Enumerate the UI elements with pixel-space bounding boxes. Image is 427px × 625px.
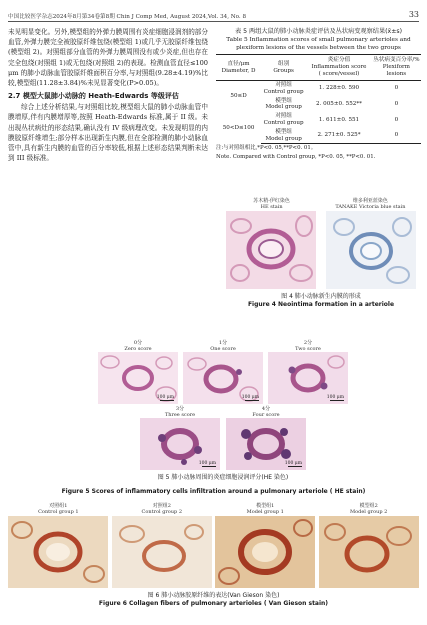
left-text-column xyxy=(8,27,208,163)
group-cell: 模型组 Model group xyxy=(261,128,306,144)
group-cell: 模型组 Model group xyxy=(265,97,302,111)
fig5-panel-0 xyxy=(98,352,178,404)
score-cell: 1. 228±0. 590 xyxy=(318,85,360,92)
figure-5 xyxy=(98,340,348,482)
col-header-group: 组别 Groups xyxy=(261,55,306,81)
fig5-caption-cn: 图 5 肺小动脉周围的炎症细胞浸润评分(HE 染色) xyxy=(157,474,289,481)
col-header-diameter: 直径/μm Diameter, D xyxy=(216,55,261,81)
table-title-en: Table 5 Inflammation scores of small pulmonary arterioles and plexiform lesions of the vessels between the two groups xyxy=(226,37,411,51)
fig4-label-victoria: 维多利亚蓝染色 TANAKE Victoria blue stain xyxy=(335,198,406,210)
fig6-label-model-1: 模型组1 Model group 1 xyxy=(246,503,284,515)
fig6-label-model-2: 模型组2 Model group 2 xyxy=(350,503,388,515)
fig5-label-0: 0分 Zero score xyxy=(124,340,152,352)
score-cell: 2. 005±0. 552** xyxy=(316,100,362,107)
journal-citation: 中国比较医学杂志2024年8月第34卷第8期 Chin J Comp Med, August 2024,Vol. 34, No. 8 xyxy=(8,14,247,20)
fig5-scalebar-0: 100 μm xyxy=(156,394,174,400)
fig5-label-3: 3分 Three score xyxy=(164,406,196,418)
fig5-scalebar-2: 100 μm xyxy=(326,394,344,400)
fig5-panel-3 xyxy=(140,418,220,470)
table-row xyxy=(216,112,421,128)
table-note-cn: 注:与对照组相比,*P<0. 05,**P<0. 01。 xyxy=(216,145,317,152)
fig4-label-he: 苏木精-伊红染色 HE stain xyxy=(253,198,290,210)
group-cell: 对照组 Control group xyxy=(263,113,304,126)
fig5-panel-4 xyxy=(226,418,306,470)
fig6-micrograph-model-1 xyxy=(215,516,315,588)
fig6-micrograph-model-2 xyxy=(319,516,419,588)
section-heading-2-7: 2.7 模型大鼠肺小动脉的 Heath-Edwards 等级评估 xyxy=(8,92,179,101)
group-cell: 对照组 Control group xyxy=(263,82,304,95)
fig6-micrograph-control-1 xyxy=(8,516,108,588)
plexiform-cell: 0 xyxy=(394,85,399,92)
header-rule xyxy=(8,21,419,22)
inflammation-table xyxy=(216,54,421,144)
fig4-victoria-micrograph xyxy=(326,211,416,289)
paragraph-continued: 未见明显变化。另外,模型组的外弹力膜周围有炎症细胞浸润剂的部分血管,外弹力膜完全被胶原纤维包绕(模型组 1)或几乎无胶原纤维包绕(模型组 2)。对照组部分血管的外弹力膜周围没有或少炎症,但也存在完全包绕(对照组 1)或无包绕(对照组 2)的表现。检测血管直径≤100 μm 的肺小动脉血管胶原纤维面积百分率,与对照组(9.28±4.19)%比较,模型组(11.28±3.84)%未见显著变化(P>0.05)。 xyxy=(8,28,208,88)
fig6-caption-cn: 图 6 肺小动脉胶原纤维的表达(Van Gieson 染色) xyxy=(147,592,280,599)
fig5-label-4: 4分 Four score xyxy=(252,406,280,418)
fig6-micrograph-control-2 xyxy=(112,516,212,588)
figure-4 xyxy=(226,198,416,309)
running-header xyxy=(8,12,419,20)
plexiform-cell: 0 xyxy=(372,128,421,144)
fig5-scalebar-4: 100 μm xyxy=(284,460,302,466)
plexiform-cell: 0 xyxy=(394,116,399,123)
fig4-he-micrograph xyxy=(226,211,316,289)
table-5 xyxy=(216,27,421,161)
fig4-caption-cn: 图 4 肺小动脉新生内膜的形成 xyxy=(281,293,361,300)
fig5-caption-en: Figure 5 Scores of inflammatory cells infiltration around a pulmonary arteriole ( HE stain) xyxy=(61,488,366,495)
col-header-score: 炎症分值 Inflammation score ( score/vessel) xyxy=(306,55,372,81)
table-title-cn: 表 5 两组大鼠的肺小动脉炎症评估及丛状病变观察结果(x̄±s) xyxy=(234,28,403,35)
fig6-label-control-1: 对照组1 Control group 1 xyxy=(38,503,79,515)
fig5-label-1: 1分 One score xyxy=(210,340,236,352)
score-cell: 1. 611±0. 551 xyxy=(318,116,360,123)
fig5-label-2: 2分 Two score xyxy=(295,340,321,352)
fig5-scalebar-3: 100 μm xyxy=(198,460,216,466)
col-header-plexiform: 丛状病变百分率/% Plexiform lesions xyxy=(372,55,421,81)
table-note-en: Note. Compared with Control group, *P<0. 05, **P<0. 01. xyxy=(216,153,376,160)
fig6-label-control-2: 对照组2 Control group 2 xyxy=(141,503,182,515)
fig5-panel-2 xyxy=(268,352,348,404)
page-number: 33 xyxy=(408,10,419,19)
plexiform-cell: 0 xyxy=(394,100,399,107)
figure-6 xyxy=(8,503,419,608)
fig5-scalebar-1: 100 μm xyxy=(241,394,259,400)
diameter-cell: 50<D≤100 xyxy=(222,124,255,131)
fig5-panel-1 xyxy=(183,352,263,404)
fig4-caption-en: Figure 4 Neointima formation in a arteriole xyxy=(247,301,395,308)
score-cell: 2. 271±0. 525* xyxy=(306,128,372,144)
fig6-caption-en: Figure 6 Collagen fibers of pulmonary arterioles ( Van Gieson stain) xyxy=(98,600,329,607)
paragraph-heath-edwards: 综合上述分析结果,与对照组比较,模型组大鼠的肺小动脉血管中膜增厚,伴有内膜增厚等,按照 Heath-Edwards 标准,属于 II 级。未出现丛状病灶的形态结果,确认没有 IV 级病理改变。未发现明显的内膜胶原纤维增生;部分样本出现新生内膜,但在全部检测的肺小动脉血管中,具有新生内膜的血管的百分率较低,根据上述形态结果判断未达到 III 级标准。 xyxy=(8,103,208,163)
table-row xyxy=(216,81,421,97)
diameter-cell: 50≤D xyxy=(230,93,247,100)
